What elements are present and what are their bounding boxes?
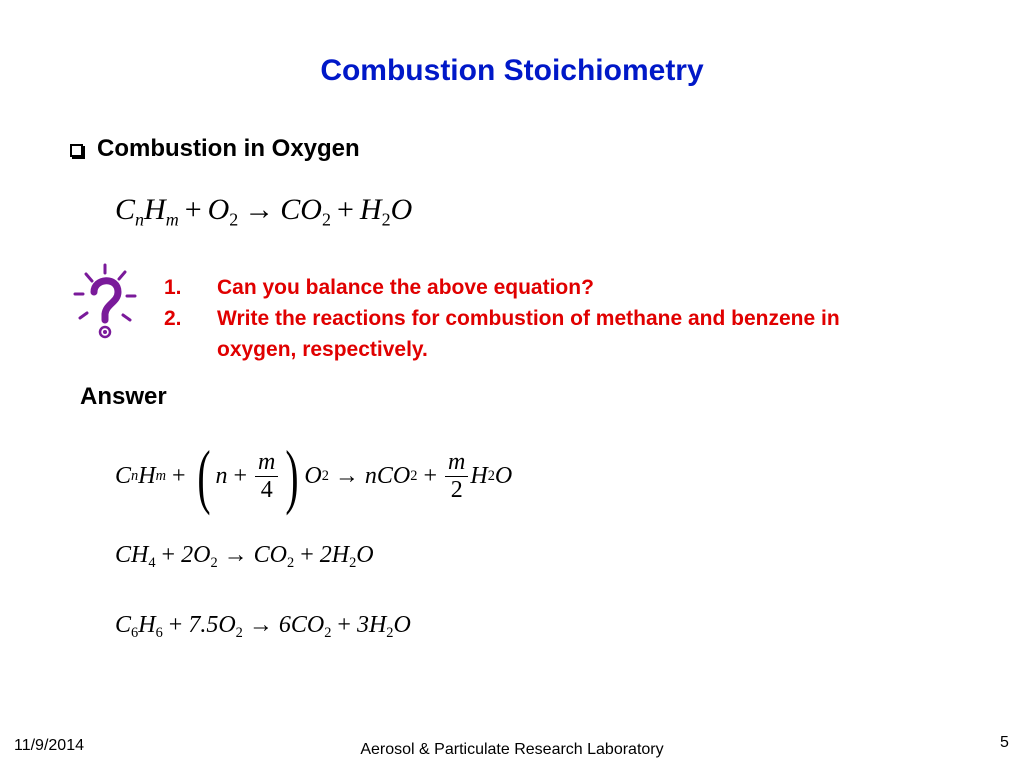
eq-subscript: 2 [321,209,331,230]
eq-term: n [215,462,228,489]
eq-term: H [138,462,156,489]
eq-term: O [207,193,230,226]
eq-subscript: 2 [210,555,218,572]
eq-term: 7.5O [188,612,236,638]
left-paren: ( [196,436,211,516]
eq-subscript: 2 [381,209,391,230]
question-item [164,272,857,303]
eq-term: C [115,462,132,489]
eq-term: 2H [319,542,350,568]
eq-operator: + [168,612,183,638]
eq-operator: + [184,193,202,226]
eq-operator: + [337,612,351,638]
eq-subscript: 2 [324,625,332,642]
answer-label: Answer [80,383,167,410]
balanced-equation: C n H m + ( n + $\frac{m}{4}$ ) O 2 → nCO 2 + $\frac{m}{2}$ H 2 O [115,436,513,516]
question-mark-icon [72,262,138,344]
footer-organization: Aerosol & Particulate Research Laboratory [360,741,664,758]
right-paren: ) [285,436,299,516]
eq-term: 2O [181,542,211,568]
question-text: Can you balance the above equation? [217,276,594,299]
eq-term: C [115,612,132,638]
question-list [164,272,857,365]
eq-term: C [115,193,136,226]
eq-arrow: → [244,193,275,226]
general-equation [115,193,413,230]
question-item [164,303,857,365]
section-heading: Combustion in Oxygen [97,135,360,162]
question-text: Write the reactions for combustion of methane and benzene in oxygen, respectively. [217,307,840,361]
eq-term: CH [115,542,149,568]
eq-operator: + [336,193,354,226]
section-bullet [70,135,360,163]
checkbox-bullet-icon [70,144,83,157]
footer-date: 11/9/2014 [14,737,84,754]
eq-term: H [138,612,156,638]
fraction [255,449,278,503]
eq-term: O [393,612,411,638]
fraction-denominator: 4 [260,476,273,503]
eq-arrow: → [248,612,273,638]
eq-subscript: 2 [386,625,394,642]
eq-operator: + [423,462,438,489]
eq-subscript: 2 [229,209,239,230]
eq-subscript: 2 [286,555,295,572]
eq-term: 6CO [278,612,325,638]
fraction [445,449,468,503]
eq-arrow: → [223,542,248,568]
eq-term: CO [253,542,287,568]
eq-subscript: 2 [349,555,357,572]
page-number: 5 [1000,734,1009,751]
question-number: 2. [164,307,182,330]
eq-operator: + [233,462,248,489]
eq-subscript: m [165,209,179,230]
benzene-equation [115,612,411,642]
fraction-numerator: m [255,449,278,476]
eq-operator: + [300,542,314,568]
eq-term: O [356,542,374,568]
eq-subscript: 6 [131,625,139,642]
fraction-denominator: 2 [450,476,463,503]
methane-equation [115,542,374,572]
eq-term: O [390,193,413,226]
eq-term: H [144,193,166,226]
eq-operator: + [161,542,176,568]
eq-arrow: → [334,462,359,489]
eq-term: nCO [364,462,411,489]
eq-subscript: 6 [155,625,163,642]
eq-subscript: 4 [148,555,156,572]
question-number: 1. [164,276,182,299]
eq-term: O [304,462,322,489]
eq-term: CO [280,193,322,226]
slide-title: Combustion Stoichiometry [320,54,704,87]
eq-term: H [470,462,488,489]
eq-term: H [359,193,382,226]
eq-term: 3H [356,612,387,638]
eq-subscript: n [135,209,145,230]
fraction-numerator: m [445,449,468,476]
eq-operator: + [171,462,186,489]
eq-subscript: 2 [235,625,243,642]
eq-term: O [494,462,513,489]
